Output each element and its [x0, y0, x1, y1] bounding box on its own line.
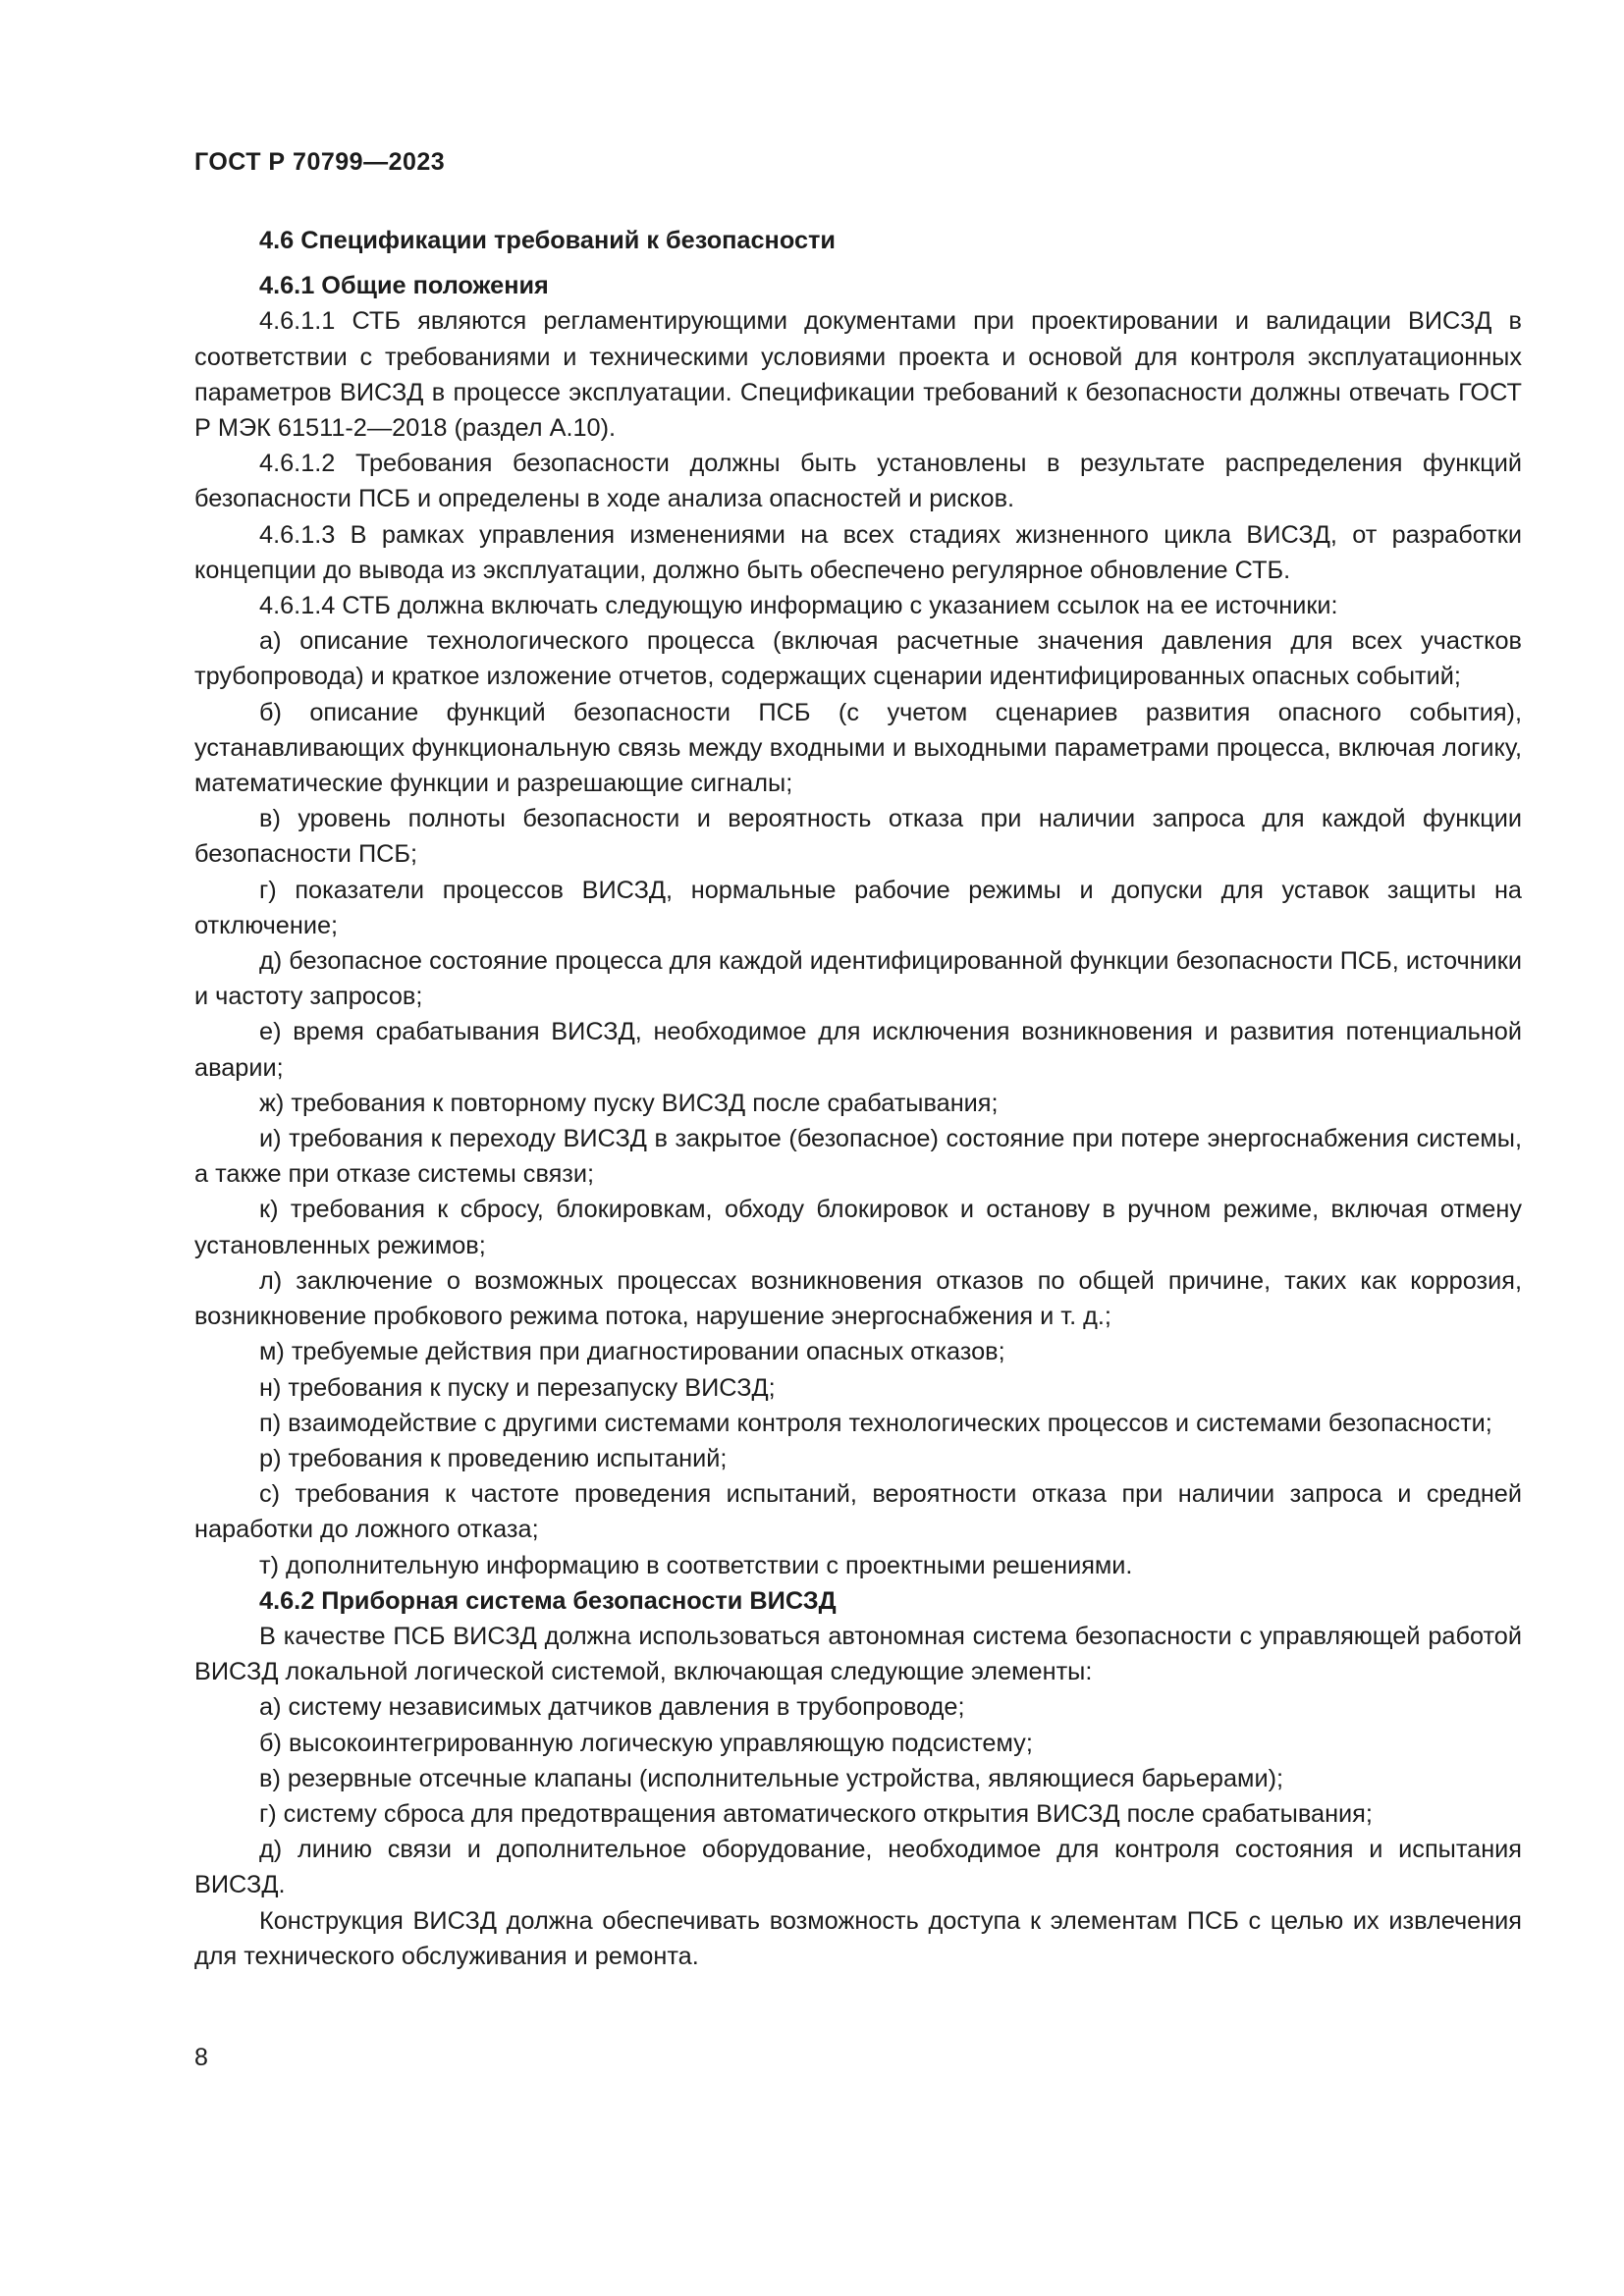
- list-item-a: а) описание технологического процесса (включая расчетные значения давления для всех участков трубопровода) и краткое изложение отчетов, содержащих сценарии идентифицированных опасных событий;: [194, 627, 1522, 691]
- list-item-g: г) показатели процессов ВИСЗД, нормальные рабочие режимы и допуски для уставок защиты на отключение;: [194, 876, 1522, 939]
- list2-item-g: г) систему сброса для предотвращения автоматического открытия ВИСЗД после срабатывания;: [259, 1799, 1373, 1828]
- list-item-n: н) требования к пуску и перезапуску ВИСЗД;: [259, 1373, 776, 1402]
- document-code: ГОСТ Р 70799—2023: [194, 148, 446, 176]
- list-item-l: л) заключение о возможных процессах возникновения отказов по общей причине, таких как коррозия, возникновение пробкового режима потока, нарушение энергоснабжения и т. д.;: [194, 1266, 1522, 1331]
- list-item-b: б) описание функций безопасности ПСБ (с учетом сценариев развития опасного события), устанавливающих функциональную связь между входными и выходными параметрами процесса, включая логику, математические функции и разрешающие сигналы;: [194, 698, 1522, 798]
- document-body: [194, 223, 1522, 1974]
- list2-item-d: д) линию связи и дополнительное оборудование, необходимое для контроля состояния и испытания ВИСЗД.: [194, 1836, 1522, 1899]
- page-number: 8: [194, 2044, 208, 2071]
- paragraph-4-6-2-intro: В качестве ПСБ ВИСЗД должна использоваться автономная система безопасности с управляющей работой ВИСЗД локальной логической системой, включающая следующие элементы:: [194, 1622, 1522, 1686]
- list-item-d: д) безопасное состояние процесса для каждой идентифицированной функции безопасности ПСБ, источники и частоту запросов;: [194, 947, 1522, 1011]
- list-item-p: п) взаимодействие с другими системами контроля технологических процессов и системами безопасности;: [259, 1409, 1492, 1437]
- list2-item-a: а) систему независимых датчиков давления в трубопроводе;: [259, 1693, 965, 1722]
- subsection-heading-general: 4.6.1 Общие положения: [259, 272, 549, 300]
- paragraph-4-6-1-2: 4.6.1.2 Требования безопасности должны быть установлены в результате распределения функций безопасности ПСБ и определены в ходе анализа опасностей и рисков.: [194, 450, 1522, 513]
- list2-item-b: б) высокоинтегрированную логическую управляющую подсистему;: [259, 1729, 1033, 1757]
- list-item-v: в) уровень полноты безопасности и вероятность отказа при наличии запроса для каждой функции безопасности ПСБ;: [194, 805, 1522, 869]
- subsection-heading-instrumented-system: 4.6.2 Приборная система безопасности ВИСЗД: [259, 1586, 837, 1615]
- list-item-r: р) требования к проведению испытаний;: [259, 1444, 728, 1472]
- paragraph-4-6-1-4: 4.6.1.4 СТБ должна включать следующую информацию с указанием ссылок на ее источники:: [259, 592, 1338, 620]
- paragraph-final: Конструкция ВИСЗД должна обеспечивать возможность доступа к элементам ПСБ с целью их извлечения для технического обслуживания и ремонта.: [194, 1906, 1522, 1970]
- list-item-t: т) дополнительную информацию в соответствии с проектными решениями.: [259, 1551, 1133, 1579]
- list-item-k: к) требования к сбросу, блокировкам, обходу блокировок и останову в ручном режиме, включая отмену установленных режимов;: [194, 1196, 1522, 1259]
- list-item-e: е) время срабатывания ВИСЗД, необходимое для исключения возникновения и развития потенциальной аварии;: [194, 1018, 1522, 1082]
- list-item-i: и) требования к переходу ВИСЗД в закрытое (безопасное) состояние при потере энергоснабжения системы, а также при отказе системы связи;: [194, 1125, 1522, 1189]
- paragraph-4-6-1-3: 4.6.1.3 В рамках управления изменениями на всех стадиях жизненного цикла ВИСЗД, от разработки концепции до вывода из эксплуатации, должно быть обеспечено регулярное обновление СТБ.: [194, 520, 1522, 584]
- list-item-s: с) требования к частоте проведения испытаний, вероятности отказа при наличии запроса и средней наработки до ложного отказа;: [194, 1480, 1522, 1544]
- list-item-m: м) требуемые действия при диагностировании опасных отказов;: [259, 1338, 1005, 1366]
- paragraph-4-6-1-1: 4.6.1.1 СТБ являются регламентирующими документами при проектировании и валидации ВИСЗД в соответствии с требованиями и техническими условиями проекта и основой для контроля эксплуатационных параметров ВИСЗД в процессе эксплуатации. Спецификации требований к безопасности должны отвечать ГОСТ Р МЭК 61511-2—2018 (раздел А.10).: [194, 307, 1522, 443]
- list2-item-v: в) резервные отсечные клапаны (исполнительные устройства, являющиеся барьерами);: [259, 1764, 1284, 1792]
- list-item-zh: ж) требования к повторному пуску ВИСЗД после срабатывания;: [259, 1089, 999, 1117]
- section-heading: 4.6 Спецификации требований к безопасности: [259, 227, 836, 254]
